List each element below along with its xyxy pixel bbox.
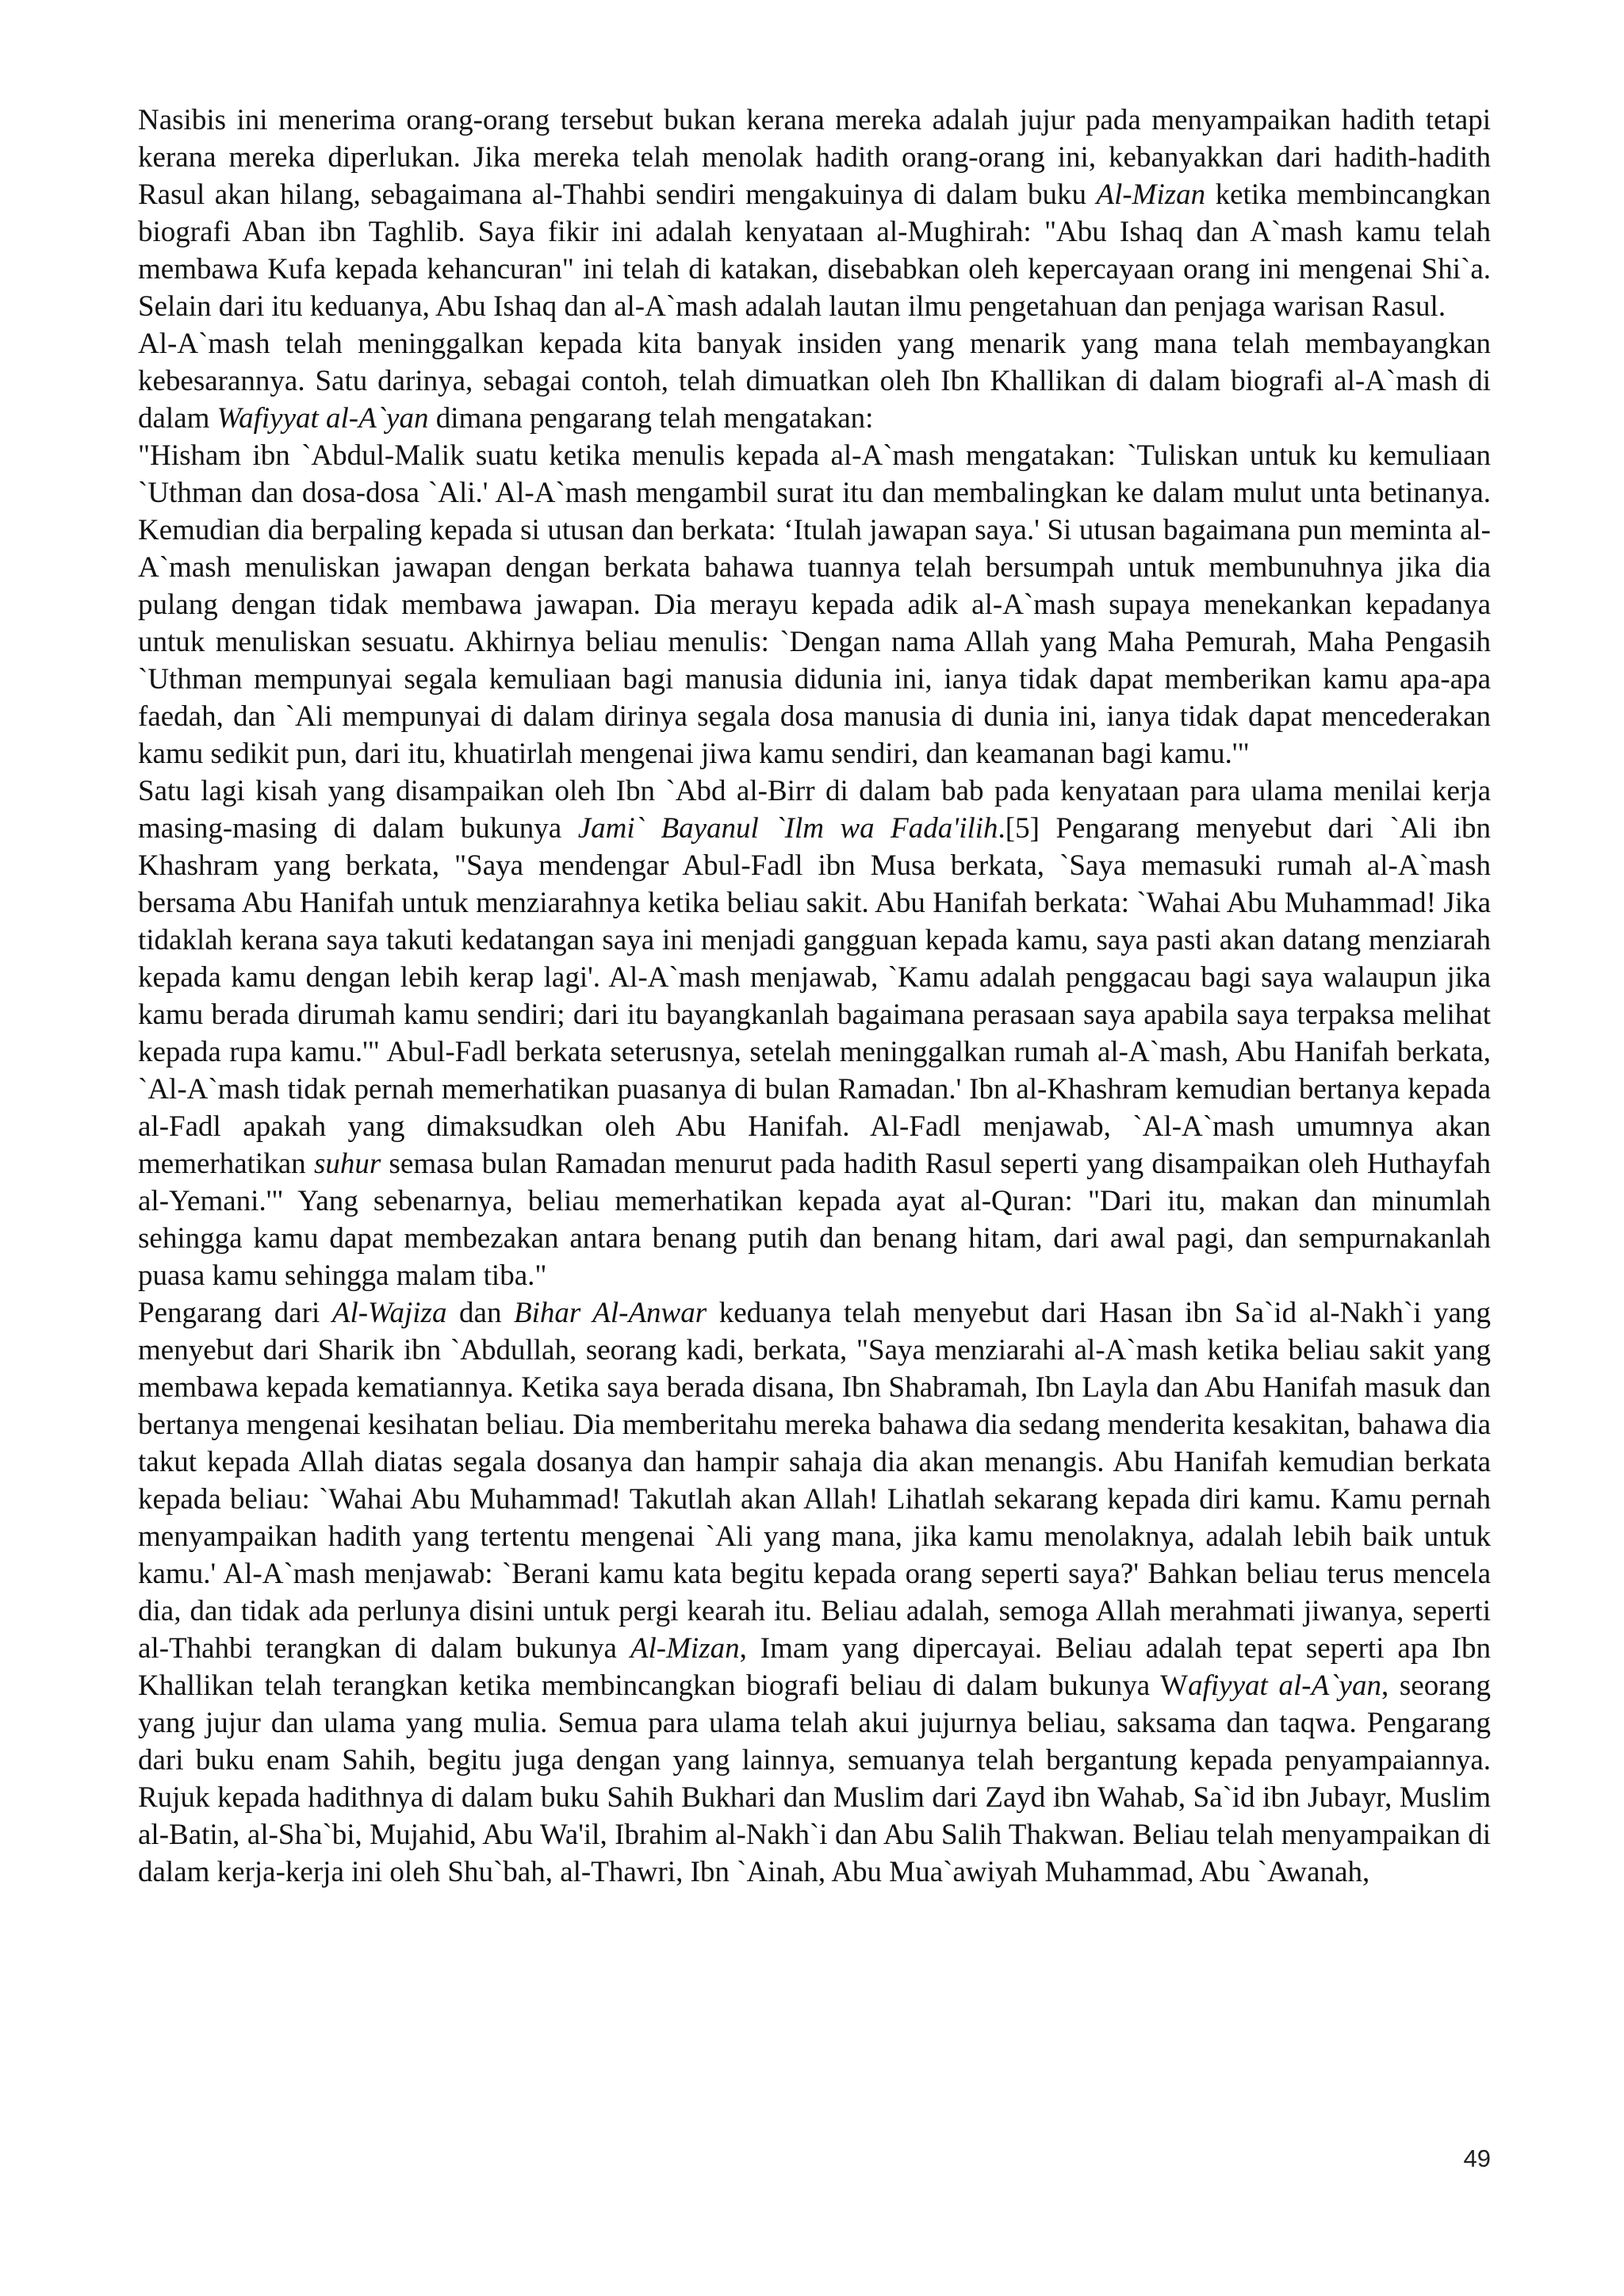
text-run: , Imam yang dipercayai. Beliau adalah tepat seperti apa Ibn Khallikan telah terangkan ketika membincangkan biografi beliau di dalam bukunya W xyxy=(138,1632,1491,1702)
body-text xyxy=(138,102,1491,1891)
paragraph-2 xyxy=(138,325,1491,437)
italic-title-text: suhur xyxy=(313,1148,381,1180)
text-run: dan xyxy=(446,1297,515,1329)
italic-title-text: afiyyat al-A`yan xyxy=(1188,1669,1381,1702)
italic-title-text: Al-Mizan xyxy=(630,1632,740,1665)
paragraph-1 xyxy=(138,102,1491,325)
text-run: Pengarang dari xyxy=(138,1297,332,1329)
italic-title-text: Jami` Bayanul `Ilm wa Fada'ilih xyxy=(577,812,998,845)
italic-title-text: Bihar Al-Anwar xyxy=(514,1297,707,1329)
text-run: Nasibis ini menerima orang-orang tersebut bukan kerana mereka adalah jujur pada menyampaikan hadith tetapi kerana mereka diperlukan. Jika mereka telah menolak hadith orang-orang ini, kebanyakkan dari hadith-hadith Rasul akan hilang, sebagaimana al-Thahbi sendiri mengakuinya di dalam buku xyxy=(138,104,1491,211)
paragraph-5 xyxy=(138,1294,1491,1891)
text-run: keduanya telah menyebut dari Hasan ibn Sa`id al-Nakh`i yang menyebut dari Sharik ibn `Abdullah, seorang kadi, berkata, "Saya menziarahi al-A`mash ketika beliau sakit yang membawa kepada kematiannya. Ketika saya berada disana, Ibn Shabramah, Ibn Layla dan Abu Hanifah masuk dan bertanya mengenai kesihatan beliau. Dia memberitahu mereka bahawa dia sedang menderita kesakitan, bahawa dia takut kepada Allah diatas segala dosanya dan hampir sahaja dia akan menangis. Abu Hanifah kemudian berkata kepada beliau: `Wahai Abu Muhammad! Takutlah akan Allah! Lihatlah sekarang kepada diri kamu. Kamu pernah menyampaikan hadith yang tertentu mengenai `Ali yang mana, jika kamu menolaknya, adalah lebih baik untuk kamu.' Al-A`mash menjawab: `Berani kamu kata begitu kepada orang seperti saya?' Bahkan beliau terus mencela dia, dan tidak ada perlunya disini untuk pergi kearah itu. Beliau adalah, semoga Allah merahmati jiwanya, seperti al-Thahbi terangkan di dalam bukunya xyxy=(138,1297,1491,1665)
paragraph-3 xyxy=(138,437,1491,772)
text-run: , seorang yang jujur dan ulama yang mulia. Semua para ulama telah akui jujurnya beliau, saksama dan taqwa. Pengarang dari buku enam Sahih, begitu juga dengan yang lainnya, semuanya telah bergantung kepada penyampaiannya. Rujuk kepada hadithnya di dalam buku Sahih Bukhari dan Muslim dari Zayd ibn Wahab, Sa`id ibn Jubayr, Muslim al-Batin, al-Sha`bi, Mujahid, Abu Wa'il, Ibrahim al-Nakh`i dan Abu Salih Thakwan. Beliau telah menyampaikan di dalam kerja-kerja ini oleh Shu`bah, al-Thawri, Ibn `Ainah, Abu Mua`awiyah Muhammad, Abu `Awanah, xyxy=(138,1669,1491,1888)
page-number: 49 xyxy=(1463,2145,1491,2172)
text-run: .[5] Pengarang menyebut dari `Ali ibn Khashram yang berkata, "Saya mendengar Abul-Fadl ibn Musa berkata, `Saya memasuki rumah al-A`mash bersama Abu Hanifah untuk menziarahnya ketika beliau sakit. Abu Hanifah berkata: `Wahai Abu Muhammad! Jika tidaklah kerana saya takuti kedatangan saya ini menjadi gangguan kepada kamu, saya pasti akan datang menziarah kepada kamu dengan lebih kerap lagi'. Al-A`mash menjawab, `Kamu adalah penggacau bagi saya walaupun jika kamu berada dirumah kamu sendiri; dari itu bayangkanlah bagaimana perasaan saya apabila saya terpaksa melihat kepada rupa kamu.'" Abul-Fadl berkata seterusnya, setelah meninggalkan rumah al-A`mash, Abu Hanifah berkata, `Al-A`mash tidak pernah memerhatikan puasanya di bulan Ramadan.' Ibn al-Khashram kemudian bertanya kepada al-Fadl apakah yang dimaksudkan oleh Abu Hanifah. Al-Fadl menjawab, `Al-A`mash umumnya akan memerhatikan xyxy=(138,812,1491,1180)
text-run: dimana pengarang telah mengatakan: xyxy=(428,402,874,435)
italic-title-text: Al-Mizan xyxy=(1096,178,1206,211)
text-run: "Hisham ibn `Abdul-Malik suatu ketika menulis kepada al-A`mash mengatakan: `Tuliskan untuk ku kemuliaan `Uthman dan dosa-dosa `Ali.' Al-A`mash mengambil surat itu dan membalingkan ke dalam mulut unta betinanya. Kemudian dia berpaling kepada si utusan dan berkata: ‘Itulah jawapan saya.' Si utusan bagaimana pun meminta al-A`mash menuliskan jawapan dengan berkata bahawa tuannya telah bersumpah untuk membunuhnya jika dia pulang dengan tidak membawa jawapan. Dia merayu kepada adik al-A`mash supaya menekankan kepadanya untuk menuliskan sesuatu. Akhirnya beliau menulis: `Dengan nama Allah yang Maha Pemurah, Maha Pengasih `Uthman mempunyai segala kemuliaan bagi manusia didunia ini, ianya tidak dapat memberikan kamu apa-apa faedah, dan `Ali mempunyai di dalam dirinya segala dosa manusia di dunia ini, ianya tidak dapat mencederakan kamu sedikit pun, dari itu, khuatirlah mengenai jiwa kamu sendiri, dan keamanan bagi kamu.'" xyxy=(138,439,1491,770)
text-run: Al-A`mash telah meninggalkan kepada kita banyak insiden yang menarik yang mana telah membayangkan kebesarannya. Satu darinya, sebagai contoh, telah dimuatkan oleh Ibn Khallikan di dalam biografi al-A`mash di dalam xyxy=(138,328,1491,435)
text-run: ketika membincangkan biografi Aban ibn Taghlib. Saya fikir ini adalah kenyataan al-Mughirah: "Abu Ishaq dan A`mash kamu telah membawa Kufa kepada kehancuran" ini telah di katakan, disebabkan oleh kepercayaan orang ini mengenai Shi`a. Selain dari itu keduanya, Abu Ishaq dan al-A`mash adalah lautan ilmu pengetahuan dan penjaga warisan Rasul. xyxy=(138,178,1492,323)
italic-title-text: Wafiyyat al-A`yan xyxy=(216,402,429,435)
italic-title-text: Al-Wajiza xyxy=(331,1297,447,1329)
text-run: Satu lagi kisah yang disampaikan oleh Ibn `Abd al-Birr di dalam bab pada kenyataan para ulama menilai kerja masing-masing di dalam bukunya xyxy=(138,775,1491,845)
text-run: semasa bulan Ramadan menurut pada hadith Rasul seperti yang disampaikan oleh Huthayfah al-Yemani.'" Yang sebenarnya, beliau memerhatikan kepada ayat al-Quran: "Dari itu, makan dan minumlah sehingga kamu dapat membezakan antara benang putih dan benang hitam, dari awal pagi, dan sempurnakanlah puasa kamu sehingga malam tiba." xyxy=(138,1148,1491,1292)
paragraph-4 xyxy=(138,772,1491,1294)
